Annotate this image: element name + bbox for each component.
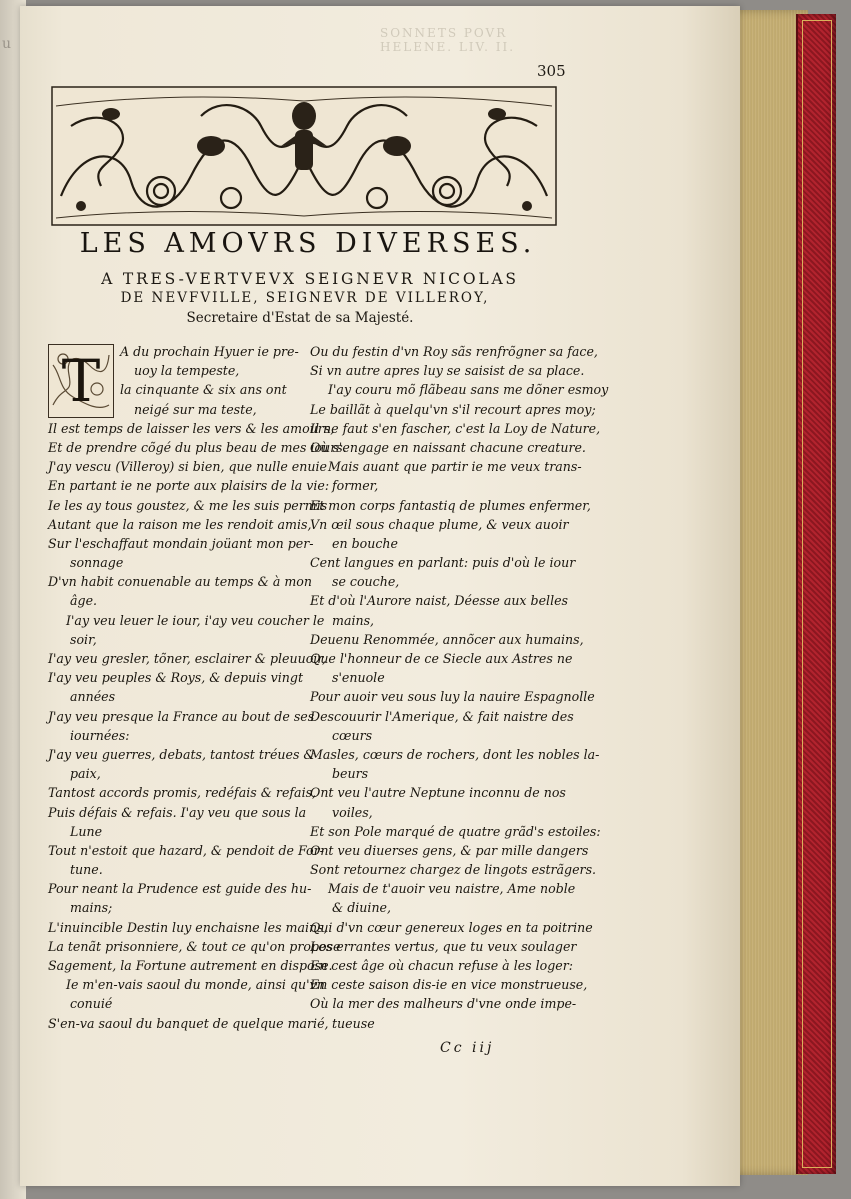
left-line: I'ay veu gresler, tõner, esclairer & pleuuoir, — [48, 651, 326, 666]
right-line: Ou du festin d'vn Roy sãs renfrõgner sa face, — [310, 344, 598, 359]
right-line: cœurs — [332, 727, 373, 743]
left-line: Lune — [70, 823, 103, 839]
right-line: Il ne faut s'en fascher, c'est la Loy de Nature, — [310, 420, 601, 436]
drop-cap — [48, 344, 114, 418]
right-line: Qui d'vn cœur genereux loges en ta poitrine — [310, 919, 593, 935]
left-line: iournées: — [70, 727, 130, 743]
right-line: Que l'honneur de ce Siecle aux Astres ne — [310, 651, 573, 666]
dedication-line-3: Secretaire d'Estat de sa Majesté. — [186, 310, 414, 326]
left-line: uoy la tempeste, — [134, 363, 240, 379]
left-line: Ie m'en-vais saoul du monde, ainsi qu'vn — [66, 977, 325, 993]
left-line: tune. — [70, 862, 103, 878]
left-line: En partant ie ne porte aux plaisirs de la vie: — [48, 478, 330, 494]
right-line: Le baillãt à quelqu'vn s'il recourt apres moy; — [310, 401, 596, 417]
dedication-line-2: DE NEVFVILLE, SEIGNEVR DE VILLEROY, — [120, 290, 490, 306]
right-line: Et mon corps fantastiq de plumes enfermer, — [310, 497, 591, 513]
ornamental-headpiece — [51, 86, 557, 226]
left-line: âge. — [70, 593, 98, 609]
dedication-line-1: A TRES-VERTVEVX SEIGNEVR NICOLAS — [101, 270, 519, 288]
left-line: Puis défais & refais. I'ay veu que sous la — [48, 804, 307, 820]
left-line: Pour neant la Prudence est guide des hu- — [48, 881, 312, 897]
drop-cap-letter: T — [61, 347, 101, 415]
right-line: Ont veu diuerses gens, & par mille dangers — [310, 842, 589, 858]
left-line: S'en-va saoul du banquet de quelque marié, — [48, 1015, 329, 1031]
right-line: Masles, cœurs de rochers, dont les nobles la- — [310, 746, 600, 762]
left-line: A du prochain Hyuer ie pre- — [120, 344, 299, 359]
left-line: paix, — [70, 766, 101, 782]
headpiece-engraving — [51, 86, 557, 226]
left-line: J'ay veu presque la France au bout de ses — [48, 708, 315, 724]
left-line: Ie les ay tous goustez, & me les suis permis — [48, 497, 328, 513]
right-text-column — [310, 342, 609, 1033]
page-number: 305 — [537, 62, 566, 80]
right-line: Pour auoir veu sous luy la nauire Espagnolle — [310, 689, 595, 705]
left-line: Et de prendre cõgé du plus beau de mes iours. — [48, 439, 347, 455]
right-line: I'ay couru mõ flãbeau sans me dõner esmoy — [328, 382, 609, 398]
left-line: années — [70, 689, 116, 705]
show-through-running-head: SONNETS POVR HELENE. LIV. II. — [380, 26, 516, 54]
left-line: conuié — [70, 996, 113, 1012]
left-line: J'ay veu guerres, debats, tantost tréues & — [48, 746, 315, 762]
right-line: Sont retournez chargez de lingots estrãgers. — [310, 862, 597, 878]
right-line: Les errantes vertus, que tu veux soulager — [310, 938, 577, 954]
left-line: Il est temps de laisser les vers & les amours, — [48, 420, 335, 436]
right-line: s'enuole — [332, 670, 385, 686]
signature-mark: Cc iij — [440, 1040, 495, 1056]
left-line: soir, — [70, 631, 97, 647]
right-line: Où s'engage en naissant chacune creature. — [310, 439, 586, 455]
left-margin-mark: u — [2, 36, 12, 52]
right-line: En ceste saison dis-ie en vice monstrueuse, — [310, 977, 588, 993]
right-line: En cest âge où chacun refuse à les loger: — [310, 958, 574, 973]
right-line: se couche, — [332, 574, 400, 590]
right-line: Descouurir l'Amerique, & fait naistre des — [310, 708, 574, 724]
left-line: sonnage — [70, 555, 124, 571]
left-line: Sur l'eschaffaut mondain joüant mon per- — [48, 535, 314, 551]
main-title: LES AMOVRS DIVERSES. — [79, 228, 537, 259]
left-line: Sagement, la Fortune autrement en dispose. — [48, 958, 333, 973]
red-leather-binding — [796, 14, 836, 1174]
right-line: Et son Pole marqué de quatre grãd's estoiles: — [310, 823, 601, 839]
left-line: I'ay veu leuer le iour, i'ay veu coucher le — [66, 612, 325, 628]
right-line: Cent langues en parlant: puis d'où le iour — [310, 555, 576, 571]
right-line: & diuine, — [332, 900, 392, 916]
right-line: Deuenu Renommée, annõcer aux humains, — [310, 631, 584, 647]
left-line: D'vn habit conuenable au temps & à mon — [48, 574, 313, 590]
right-line: Mais de t'auoir veu naistre, Ame noble — [328, 881, 576, 897]
left-line: neigé sur ma teste, — [134, 401, 257, 417]
right-line: Mais auant que partir ie me veux trans- — [328, 459, 582, 475]
left-line: J'ay vescu (Villeroy) si bien, que nulle enuie — [48, 459, 327, 475]
right-line: en bouche — [332, 535, 398, 551]
left-line: La tenãt prisonniere, & tout ce qu'on propose — [48, 938, 341, 954]
right-line: beurs — [332, 766, 369, 782]
left-line: Tantost accords promis, redéfais & refais, — [48, 785, 317, 801]
binding-gilt-rule — [802, 20, 832, 1168]
left-line: Autant que la raison me les rendoit amis, — [48, 516, 312, 532]
right-line: Où la mer des malheurs d'vne onde impe- — [310, 996, 577, 1012]
right-line: voiles, — [332, 804, 373, 820]
left-line: mains; — [70, 900, 113, 916]
right-line: mains, — [332, 612, 375, 628]
left-text-column — [48, 342, 347, 1033]
left-line: L'inuincible Destin luy enchaisne les mains, — [48, 919, 328, 935]
left-line: Tout n'estoit que hazard, & pendoit de For- — [48, 842, 324, 858]
left-line: la cinquante & six ans ont — [120, 382, 287, 398]
left-line: I'ay veu peuples & Roys, & depuis vingt — [48, 670, 304, 686]
right-line: tueuse — [332, 1015, 375, 1031]
right-line: Vn œil sous chaque plume, & veux auoir — [310, 516, 569, 532]
right-line: Si vn autre apres luy se saisist de sa place. — [310, 363, 585, 379]
right-line: Ont veu l'autre Neptune inconnu de nos — [310, 785, 566, 801]
right-line: Et d'où l'Aurore naist, Déesse aux belles — [310, 593, 569, 609]
right-line: former, — [332, 478, 379, 494]
